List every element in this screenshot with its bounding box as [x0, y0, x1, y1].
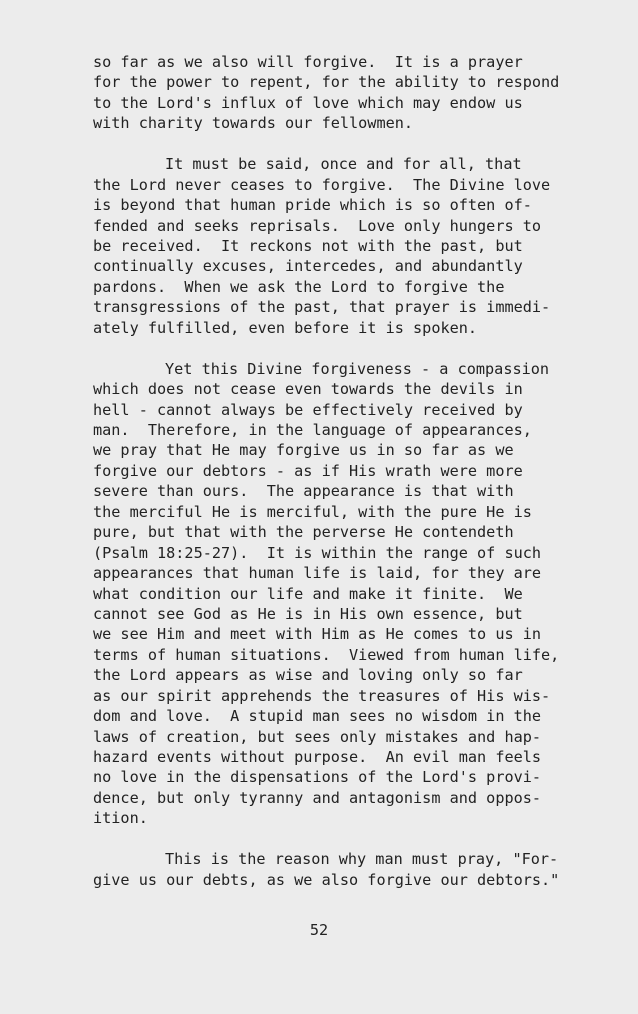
- text-line: hell - cannot always be effectively received by: [93, 400, 523, 419]
- text-line: be received. It reckons not with the past, but: [93, 237, 523, 255]
- text-line: pure, but that with the perverse He contendeth: [93, 523, 514, 542]
- text-line: as our spirit apprehends the treasures of His wis-: [93, 686, 551, 705]
- text-line: continually excuses, intercedes, and abundantly: [93, 257, 523, 276]
- text-line: Yet this Divine forgiveness - a compassion: [165, 359, 550, 378]
- text-line: dence, but only tyranny and antagonism and oppos-: [93, 788, 542, 807]
- text-line: dom and love. A stupid man sees no wisdom in the: [93, 707, 542, 726]
- page-number: 52: [309, 921, 329, 939]
- text-line: with charity towards our fellowmen.: [93, 114, 414, 133]
- text-line: forgive our debtors - as if His wrath were more: [93, 461, 523, 480]
- paragraph-4: [93, 849, 623, 890]
- text-line: fended and seeks reprisals. Love only hungers to: [93, 216, 542, 235]
- text-line: This is the reason why man must pray, "For-: [165, 850, 559, 869]
- paragraph-3: [93, 359, 623, 829]
- text-line: laws of creation, but sees only mistakes and hap-: [93, 727, 542, 746]
- paragraph-2: [93, 154, 623, 338]
- text-line: we see Him and meet with Him as He comes to us in: [93, 625, 542, 644]
- body-text: [93, 52, 623, 890]
- text-line: for the power to repent, for the ability to respond: [93, 73, 560, 92]
- text-line: the Lord never ceases to forgive. The Divine love: [93, 175, 551, 194]
- text-line: transgressions of the past, that prayer is immedi-: [93, 298, 551, 317]
- text-line: hazard events without purpose. An evil man feels: [93, 748, 542, 766]
- text-line: the Lord appears as wise and loving only so far: [93, 666, 523, 685]
- text-line: to the Lord's influx of love which may endow us: [93, 93, 523, 112]
- text-line: which does not cease even towards the devils in: [93, 380, 523, 399]
- text-line: man. Therefore, in the language of appearances,: [93, 421, 532, 439]
- text-line: is beyond that human pride which is so often of-: [93, 196, 532, 215]
- text-line: It must be said, once and for all, that: [165, 155, 522, 174]
- text-line: (Psalm 18:25-27). It is within the range of such: [93, 543, 542, 562]
- text-line: give us our debts, as we also forgive our debtors.": [93, 870, 560, 889]
- text-line: the merciful He is merciful, with the pure He is: [93, 502, 532, 521]
- text-line: we pray that He may forgive us in so far as we: [93, 441, 514, 460]
- text-line: terms of human situations. Viewed from human life,: [93, 645, 560, 664]
- text-line: no love in the dispensations of the Lord's provi-: [93, 768, 542, 787]
- text-line: so far as we also will forgive. It is a prayer: [93, 53, 523, 71]
- text-line: cannot see God as He is in His own essence, but: [93, 604, 523, 623]
- text-line: appearances that human life is laid, for they are: [93, 564, 542, 583]
- text-line: what condition our life and make it finite. We: [93, 584, 523, 603]
- text-line: ately fulfilled, even before it is spoken.: [93, 318, 478, 337]
- text-line: pardons. When we ask the Lord to forgive the: [93, 277, 505, 296]
- paragraph-1: [93, 52, 623, 134]
- text-line: severe than ours. The appearance is that with: [93, 482, 514, 501]
- text-line: ition.: [93, 809, 148, 828]
